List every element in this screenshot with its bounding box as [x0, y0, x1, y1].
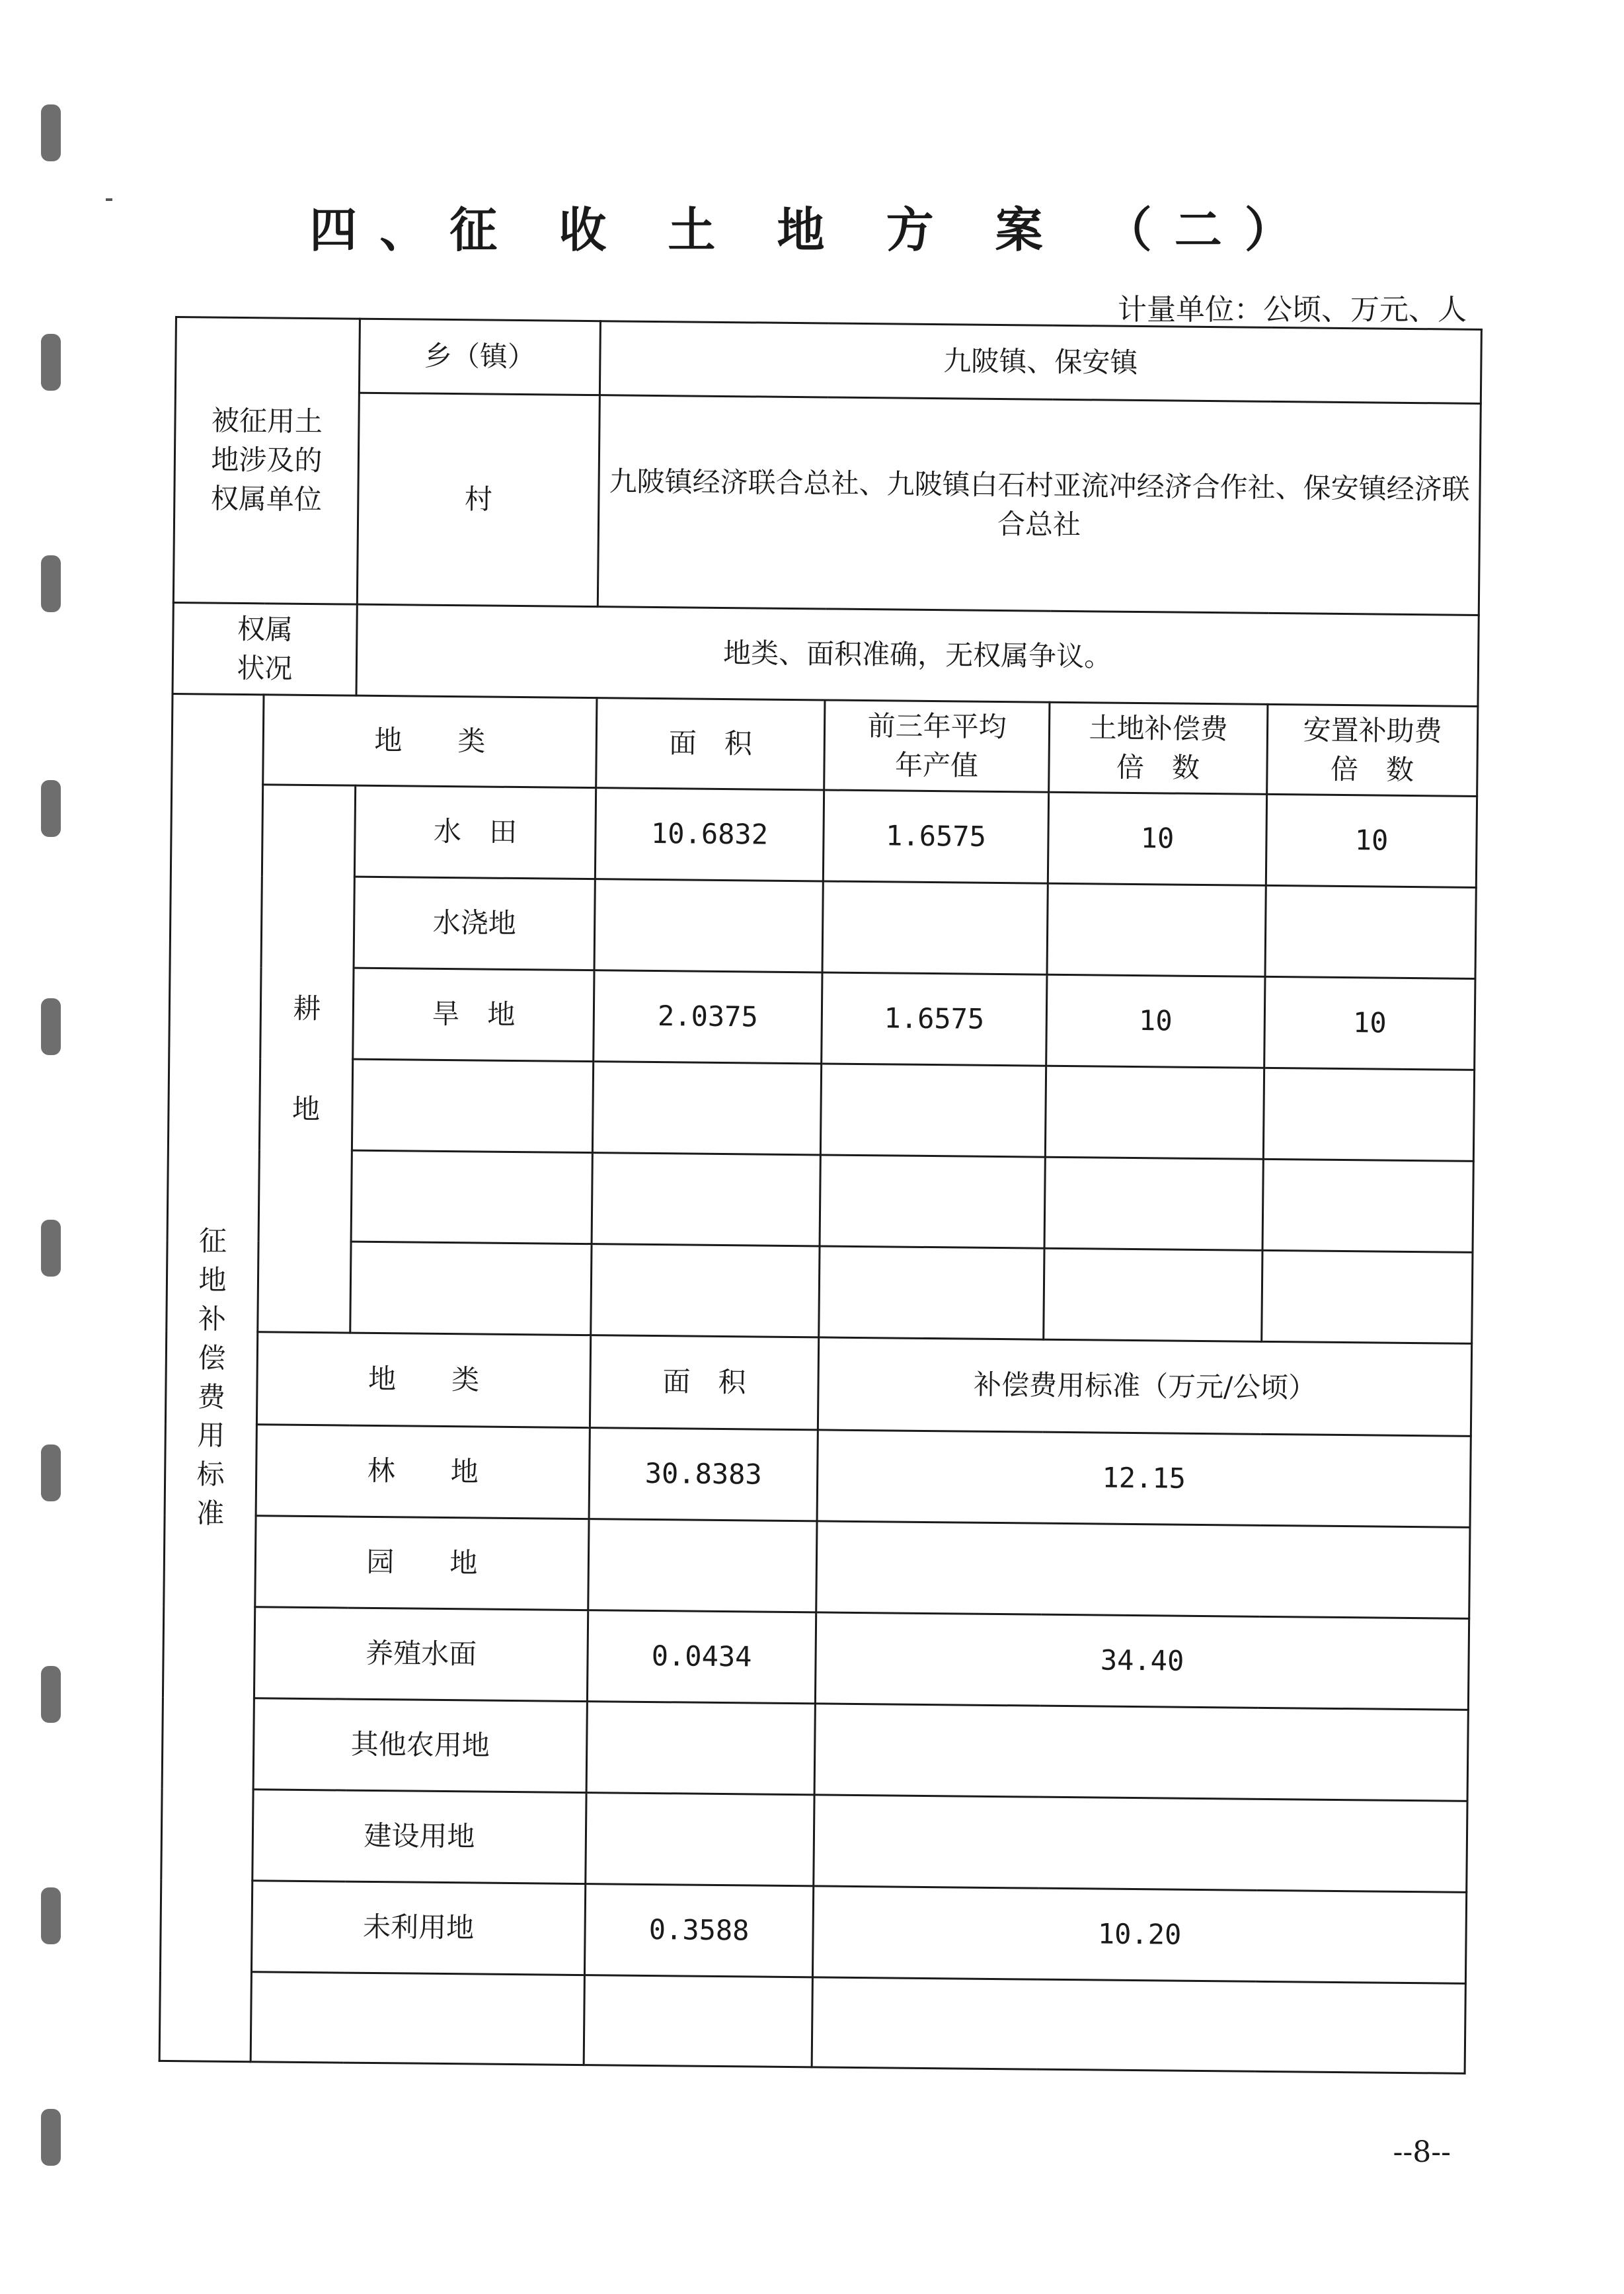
resettle-multiple-cell — [1262, 1159, 1473, 1252]
area-cell — [594, 879, 823, 972]
table-row — [163, 1606, 1469, 1710]
land-type-cell: 旱 地 — [353, 968, 594, 1061]
land-type-cell: 园 地 — [255, 1516, 589, 1610]
resettle-multiple-cell — [1265, 885, 1476, 978]
resettle-multiple-cell: 10 — [1266, 794, 1477, 887]
avg-output-cell: 1.6575 — [823, 790, 1048, 883]
area-cell: 2.0375 — [594, 970, 822, 1064]
page-number: --8-- — [1393, 2135, 1451, 2169]
area-cell — [588, 1519, 817, 1612]
unit-label: 计量单位：公顷、万元、人 — [1118, 293, 1467, 327]
land-multiple-cell: 10 — [1048, 792, 1266, 885]
resettle-multiple-cell — [1263, 1068, 1474, 1161]
standard-cell: 10.20 — [812, 1886, 1466, 1983]
land-multiple-cell — [1044, 1157, 1263, 1250]
land-type-cell: 未利用地 — [251, 1881, 585, 1975]
resettle-multiple-cell: 10 — [1264, 976, 1475, 1070]
page-title: 四、征 收 土 地 方 案 （二） — [309, 202, 1315, 258]
table-row — [161, 1788, 1467, 1892]
binder-hole — [41, 1666, 61, 1723]
land-type-cell: 养殖水面 — [254, 1607, 588, 1702]
header-land-type: 地 类 — [263, 695, 597, 788]
area-cell — [586, 1702, 815, 1795]
village-value: 九陂镇经济联合总社、九陂镇白石村亚流冲经济合作社、保安镇经济联合总社 — [598, 395, 1481, 615]
standard-cell — [814, 1795, 1467, 1892]
binder-hole — [41, 104, 61, 161]
avg-output-cell: 1.6575 — [822, 972, 1047, 1066]
binder-hole — [41, 998, 61, 1055]
standard-cell — [812, 1977, 1465, 2073]
binder-hole — [41, 1220, 61, 1277]
header-avg-output: 前三年平均年产值 — [824, 700, 1050, 792]
header2-land-type: 地 类 — [256, 1332, 590, 1428]
header-land-multiple: 土地补偿费倍 数 — [1049, 702, 1268, 794]
land-multiple-cell — [1044, 1248, 1262, 1341]
standard-cell — [816, 1521, 1470, 1618]
area-cell — [592, 1153, 820, 1246]
area-cell: 0.0434 — [587, 1610, 816, 1704]
land-type-cell: 建设用地 — [252, 1790, 586, 1884]
ownership-section-label: 被征用土地涉及的权属单位 — [173, 317, 360, 605]
land-type-cell: 水 田 — [354, 785, 596, 879]
binder-hole — [41, 555, 61, 612]
compensation-section-text: 征地补偿费用标准 — [196, 1224, 227, 1530]
standard-cell — [814, 1704, 1468, 1801]
ownership-status-label: 权属状况 — [173, 602, 357, 695]
binder-hole — [41, 1887, 61, 1944]
avg-output-cell — [820, 1064, 1046, 1157]
header-area: 面 积 — [596, 698, 825, 790]
area-cell: 10.6832 — [595, 788, 824, 881]
binder-hole — [41, 2109, 61, 2166]
standard-cell: 12.15 — [817, 1430, 1471, 1527]
area-cell — [592, 1062, 821, 1155]
compensation-section-label — [159, 693, 264, 2061]
avg-output-cell — [819, 1246, 1044, 1339]
table-row — [162, 1697, 1468, 1801]
ownership-status-value: 地类、面积准确，无权属争议。 — [356, 604, 1479, 706]
header2-standard: 补偿费用标准（万元/公顷） — [818, 1337, 1471, 1436]
area-cell — [591, 1244, 820, 1337]
land-type-cell: 林 地 — [256, 1425, 590, 1519]
area-cell — [584, 1975, 812, 2067]
township-value: 九陂镇、保安镇 — [599, 321, 1481, 404]
table-row — [169, 966, 1475, 1070]
township-label: 乡（镇） — [359, 319, 600, 395]
land-multiple-cell — [1047, 883, 1266, 976]
header2-area: 面 积 — [590, 1335, 818, 1430]
land-type-cell — [352, 1059, 593, 1152]
table-row — [160, 1879, 1466, 1983]
header-resettle-multiple: 安置补助费倍 数 — [1267, 704, 1478, 796]
land-type-cell — [351, 1150, 592, 1244]
table-row — [170, 875, 1476, 978]
area-cell: 0.3588 — [584, 1884, 813, 1977]
land-multiple-cell: 10 — [1046, 974, 1265, 1068]
avg-output-cell — [822, 881, 1048, 974]
area-cell: 30.8383 — [589, 1428, 818, 1521]
table-row — [164, 1515, 1470, 1618]
cultivated-label — [258, 785, 356, 1333]
land-type-cell: 其他农用地 — [253, 1698, 587, 1793]
village-label: 村 — [357, 393, 599, 606]
land-multiple-cell — [1045, 1066, 1264, 1159]
table-row — [165, 1423, 1471, 1527]
binder-hole — [41, 780, 61, 837]
table-row — [167, 1148, 1473, 1252]
table-row — [167, 1240, 1473, 1343]
table-row — [168, 1057, 1474, 1161]
resettle-multiple-cell — [1262, 1250, 1473, 1343]
standard-cell: 34.40 — [815, 1612, 1469, 1710]
land-type-cell — [251, 1972, 584, 2065]
land-expropriation-table — [159, 316, 1483, 2075]
binder-hole — [41, 334, 61, 391]
binder-hole — [41, 1444, 61, 1501]
land-type-cell: 水浇地 — [354, 877, 595, 970]
area-cell — [586, 1793, 814, 1886]
cultivated-label-text: 耕地 — [291, 992, 321, 1125]
land-type-cell — [350, 1242, 592, 1335]
table-row — [159, 1971, 1465, 2073]
table-row — [171, 783, 1477, 887]
avg-output-cell — [820, 1155, 1045, 1248]
